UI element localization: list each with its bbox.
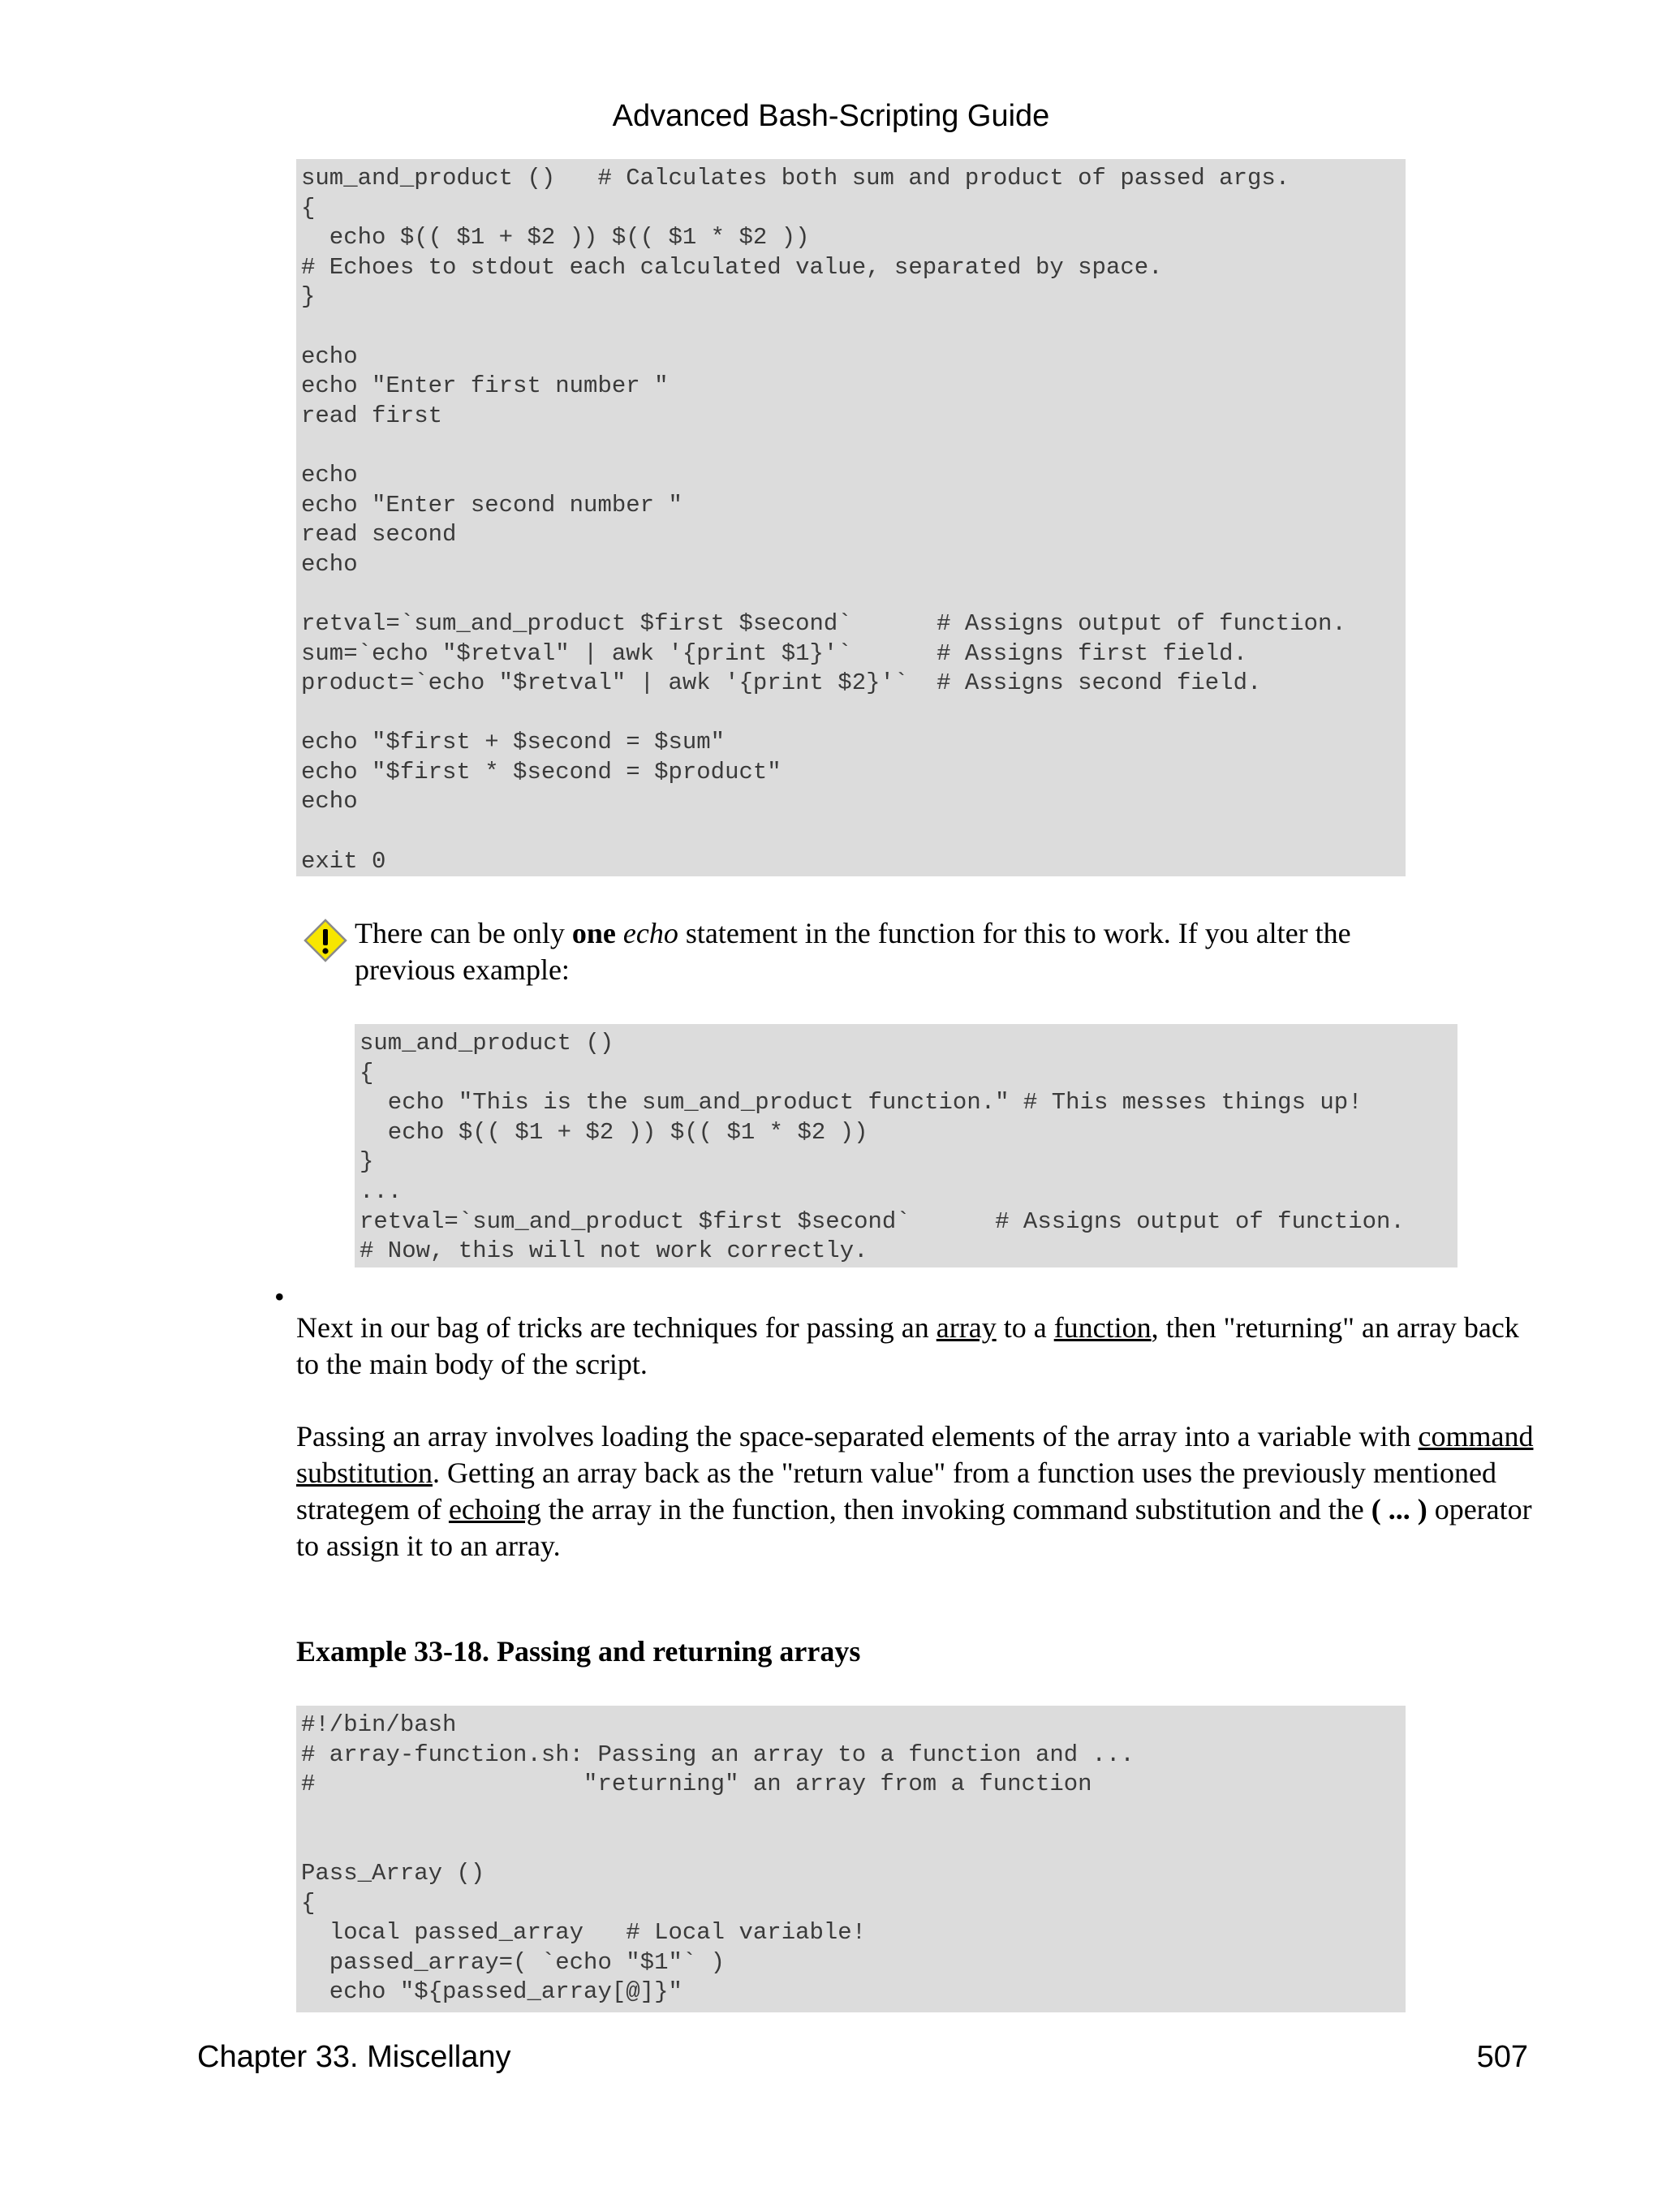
page-header-title: Advanced Bash-Scripting Guide [612,99,1050,133]
link-function[interactable]: function [1053,1311,1152,1344]
warning-italic-echo: echo [622,917,678,949]
p2-text-1: Passing an array involves loading the space-separated elements of the array into a variable with [296,1420,1419,1452]
p1-text-2: to a [996,1311,1054,1344]
warning-text-before: There can be only [355,917,572,949]
warning-text-after: statement in the function for this to work. If you alter the previous example: [355,917,1351,986]
code-block-sum-and-product: sum_and_product () # Calculates both sum and product of passed args. { echo $(( $1 + $2 )) $(( $1 * $2 )) # Echoes to stdout each calculated value, separated by space. } echo echo "Enter first number " read first echo echo "Enter second number " read second echo retval=`sum_and_product $first $second` # Assigns output of function. sum=`echo "$retval" | awk '{print $1}'` # Assigns first field. product=`echo "$retval" | awk '{print $2}'` # Assigns second field. echo "$first + $second = $sum" echo "$first * $second = $product" echo exit 0 [296,159,1406,876]
paragraph-passing-arrays [296,1310,1538,1383]
paragraph-command-substitution [296,1418,1538,1564]
link-command-substitution[interactable]: command substitution [296,1420,1534,1489]
example-title: Example 33-18. Passing and returning arrays [296,1635,861,1668]
code-block-array-function: #!/bin/bash # array-function.sh: Passing an array to a function and ... # "returning" an array from a function Pass_Array () { local passed_array # Local variable! passed_array=( `echo "$1"` ) echo "${passed_array[@]}" [296,1706,1406,2012]
p1-text-3: , then "returning" an array back to the main body of the script. [296,1311,1519,1380]
warning-text [355,915,1434,988]
warning-space [616,917,623,949]
p2-text-3: the array in the function, then invoking command substitution and the [540,1493,1371,1526]
footer-page-number: 507 [1476,2040,1528,2074]
p2-text-2: . Getting an array back as the "return value" from a function uses the previously mentioned strategem of [296,1457,1497,1526]
p2-text-4: operator to assign it to an array. [296,1493,1532,1562]
link-echoing[interactable]: echoing [448,1493,541,1526]
link-array[interactable]: array [936,1311,997,1344]
warning-bold-one: one [571,917,616,949]
warning-icon [303,918,348,963]
p1-text-1: Next in our bag of tricks are techniques for passing an [296,1311,936,1344]
code-block-broken-example: sum_and_product () { echo "This is the sum_and_product function." # This messes things up! echo $(( $1 + $2 )) $(( $1 * $2 )) } ... retval=`sum_and_product $first $second` # Assigns output of function. # Now, this will not work correctly. [355,1024,1457,1267]
p2-bold-operator: ( ... ) [1371,1493,1427,1526]
list-bullet: • [274,1280,285,1313]
footer-chapter: Chapter 33. Miscellany [197,2040,511,2074]
